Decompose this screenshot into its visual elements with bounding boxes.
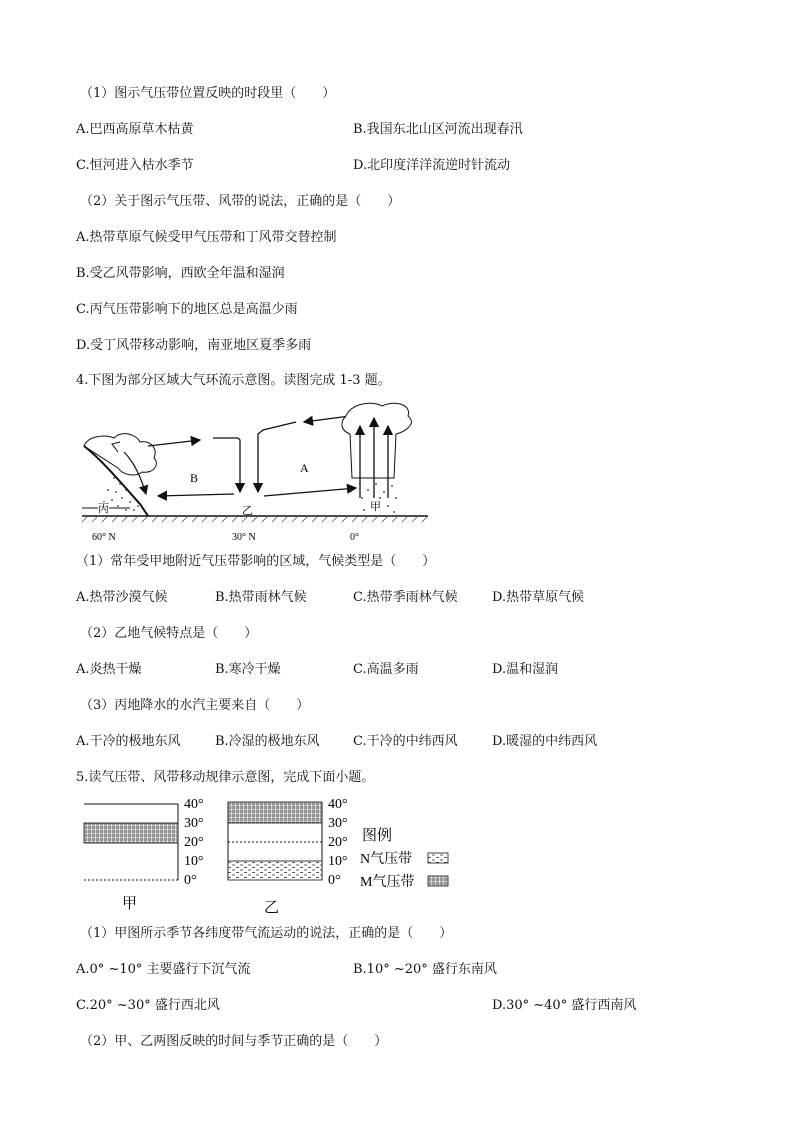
- ground-hatching: [82, 516, 428, 522]
- yi-lat-30: 30°: [328, 816, 348, 831]
- q5-sub1-stem: （1）甲图所示季节各纬度带气流运动的说法，正确的是（ ）: [80, 926, 453, 941]
- jia-lat-10: 10°: [184, 854, 204, 869]
- yi-label: 乙: [264, 900, 280, 914]
- q3-sub1-option-d: D.北印度洋洋流逆时针流动: [353, 158, 511, 173]
- legend-n-label: N气压带: [360, 852, 413, 867]
- jia-m-pressure-belt: [84, 823, 178, 843]
- label-b: B: [190, 471, 199, 485]
- yi-n-pressure-belt: [228, 861, 322, 880]
- q5-sub1-option-c: C.20° ~30° 盛行西北风: [76, 998, 220, 1013]
- lat-label-60n: 60° N: [92, 532, 116, 543]
- jia-lat-0: 0°: [184, 873, 197, 888]
- q4-sub1-option-d: D.热带草原气候: [492, 590, 585, 605]
- yi-lat-20: 20°: [328, 835, 348, 850]
- q4-sub3-option-c: C.干冷的中纬西风: [353, 734, 458, 749]
- yi-m-pressure-belt: [228, 802, 322, 823]
- label-jia: 甲: [370, 501, 381, 513]
- q5-sub1-option-a: A.0° ~10° 主要盛行下沉气流: [76, 962, 251, 977]
- q3-sub2-option-b: B.受乙风带影响，西欧全年温和湿润: [76, 266, 285, 281]
- jia-lat-20: 20°: [184, 835, 204, 850]
- lat-label-30n: 30° N: [232, 532, 256, 543]
- q3-sub1-option-a: A.巴西高原草木枯黄: [76, 122, 194, 137]
- q5-title: 5.读气压带、风带移动规律示意图，完成下面小题。: [76, 770, 375, 785]
- q4-title: 4.下图为部分区域大气环流示意图。读图完成 1-3 题。: [76, 373, 391, 388]
- q4-sub3-option-a: A.干冷的极地东风: [76, 734, 181, 749]
- legend-m-swatch: [428, 876, 448, 886]
- q4-sub1-option-b: B.热带雨林气候: [215, 590, 307, 605]
- label-bing: 丙: [98, 503, 109, 515]
- legend: [360, 827, 448, 890]
- q4-sub3-option-b: B.冷湿的极地东风: [215, 734, 320, 749]
- legend-m-label: M气压带: [360, 875, 415, 890]
- q3-sub2-option-c: C.丙气压带影响下的地区总是高温少雨: [76, 302, 298, 317]
- q4-sub1-stem: （1）常年受甲地附近气压带影响的区域，气候类型是（ ）: [76, 554, 436, 569]
- upper-flow-to-60n: [148, 440, 200, 446]
- panel-jia: [84, 797, 204, 912]
- q3-sub2-option-d: D.受丁风带移动影响，南亚地区夏季多雨: [76, 338, 312, 353]
- q4-sub3-stem: （3）丙地降水的水汽主要来自（ ）: [80, 698, 310, 713]
- q3-sub2-option-a: A.热带草原气候受甲气压带和丁风带交替控制: [76, 230, 337, 245]
- q4-sub1-option-a: A.热带沙漠气候: [76, 590, 168, 605]
- q4-sub3-option-d: D.暖湿的中纬西风: [492, 734, 598, 749]
- legend-n-swatch: [428, 853, 448, 863]
- q3-sub1-option-b: B.我国东北山区河流出现春汛: [353, 122, 523, 137]
- q4-sub2-option-c: C.高温多雨: [353, 662, 419, 677]
- yi-lat-10: 10°: [328, 854, 348, 869]
- surface-flow-to-60n: [158, 494, 234, 496]
- sinking-arrow-right: [258, 422, 296, 492]
- q4-sub2-option-d: D.温和湿润: [492, 662, 559, 677]
- q3-sub1-stem: （1）图示气压带位置反映的时段里（ ）: [80, 86, 336, 101]
- panel-yi: [228, 797, 348, 914]
- pressure-belt-shift-diagram: [80, 794, 460, 914]
- jia-label: 甲: [122, 896, 138, 912]
- q4-sub2-stem: （2）乙地气候特点是（ ）: [80, 626, 258, 641]
- yi-lat-40: 40°: [328, 797, 348, 812]
- atmospheric-circulation-diagram: [78, 398, 433, 546]
- label-a: A: [300, 461, 309, 475]
- lat-label-0: 0°: [350, 532, 359, 543]
- q5-sub2-stem: （2）甲、乙两图反映的时间与季节正确的是（ ）: [80, 1034, 388, 1049]
- q5-sub1-option-b: B.10° ~20° 盛行东南风: [353, 962, 497, 977]
- q5-sub1-option-d: D.30° ~40° 盛行西南风: [492, 998, 637, 1013]
- surface-flow-to-equator: [264, 488, 356, 496]
- yi-lat-0: 0°: [328, 873, 341, 888]
- equatorial-cloud: [342, 403, 412, 478]
- q4-sub2-option-b: B.寒冷干燥: [215, 662, 281, 677]
- sinking-arrow-left: [213, 438, 240, 492]
- label-yi: 乙: [242, 505, 253, 517]
- jia-lat-30: 30°: [184, 816, 204, 831]
- q4-sub2-option-a: A.炎热干燥: [76, 662, 142, 677]
- jia-lat-40: 40°: [184, 797, 204, 812]
- q3-sub1-option-c: C.恒河进入枯水季节: [76, 158, 194, 173]
- q3-sub2-stem: （2）关于图示气压带、风带的说法，正确的是（ ）: [80, 194, 401, 209]
- q4-sub1-option-c: C.热带季雨林气候: [353, 590, 458, 605]
- legend-title: 图例: [362, 828, 393, 844]
